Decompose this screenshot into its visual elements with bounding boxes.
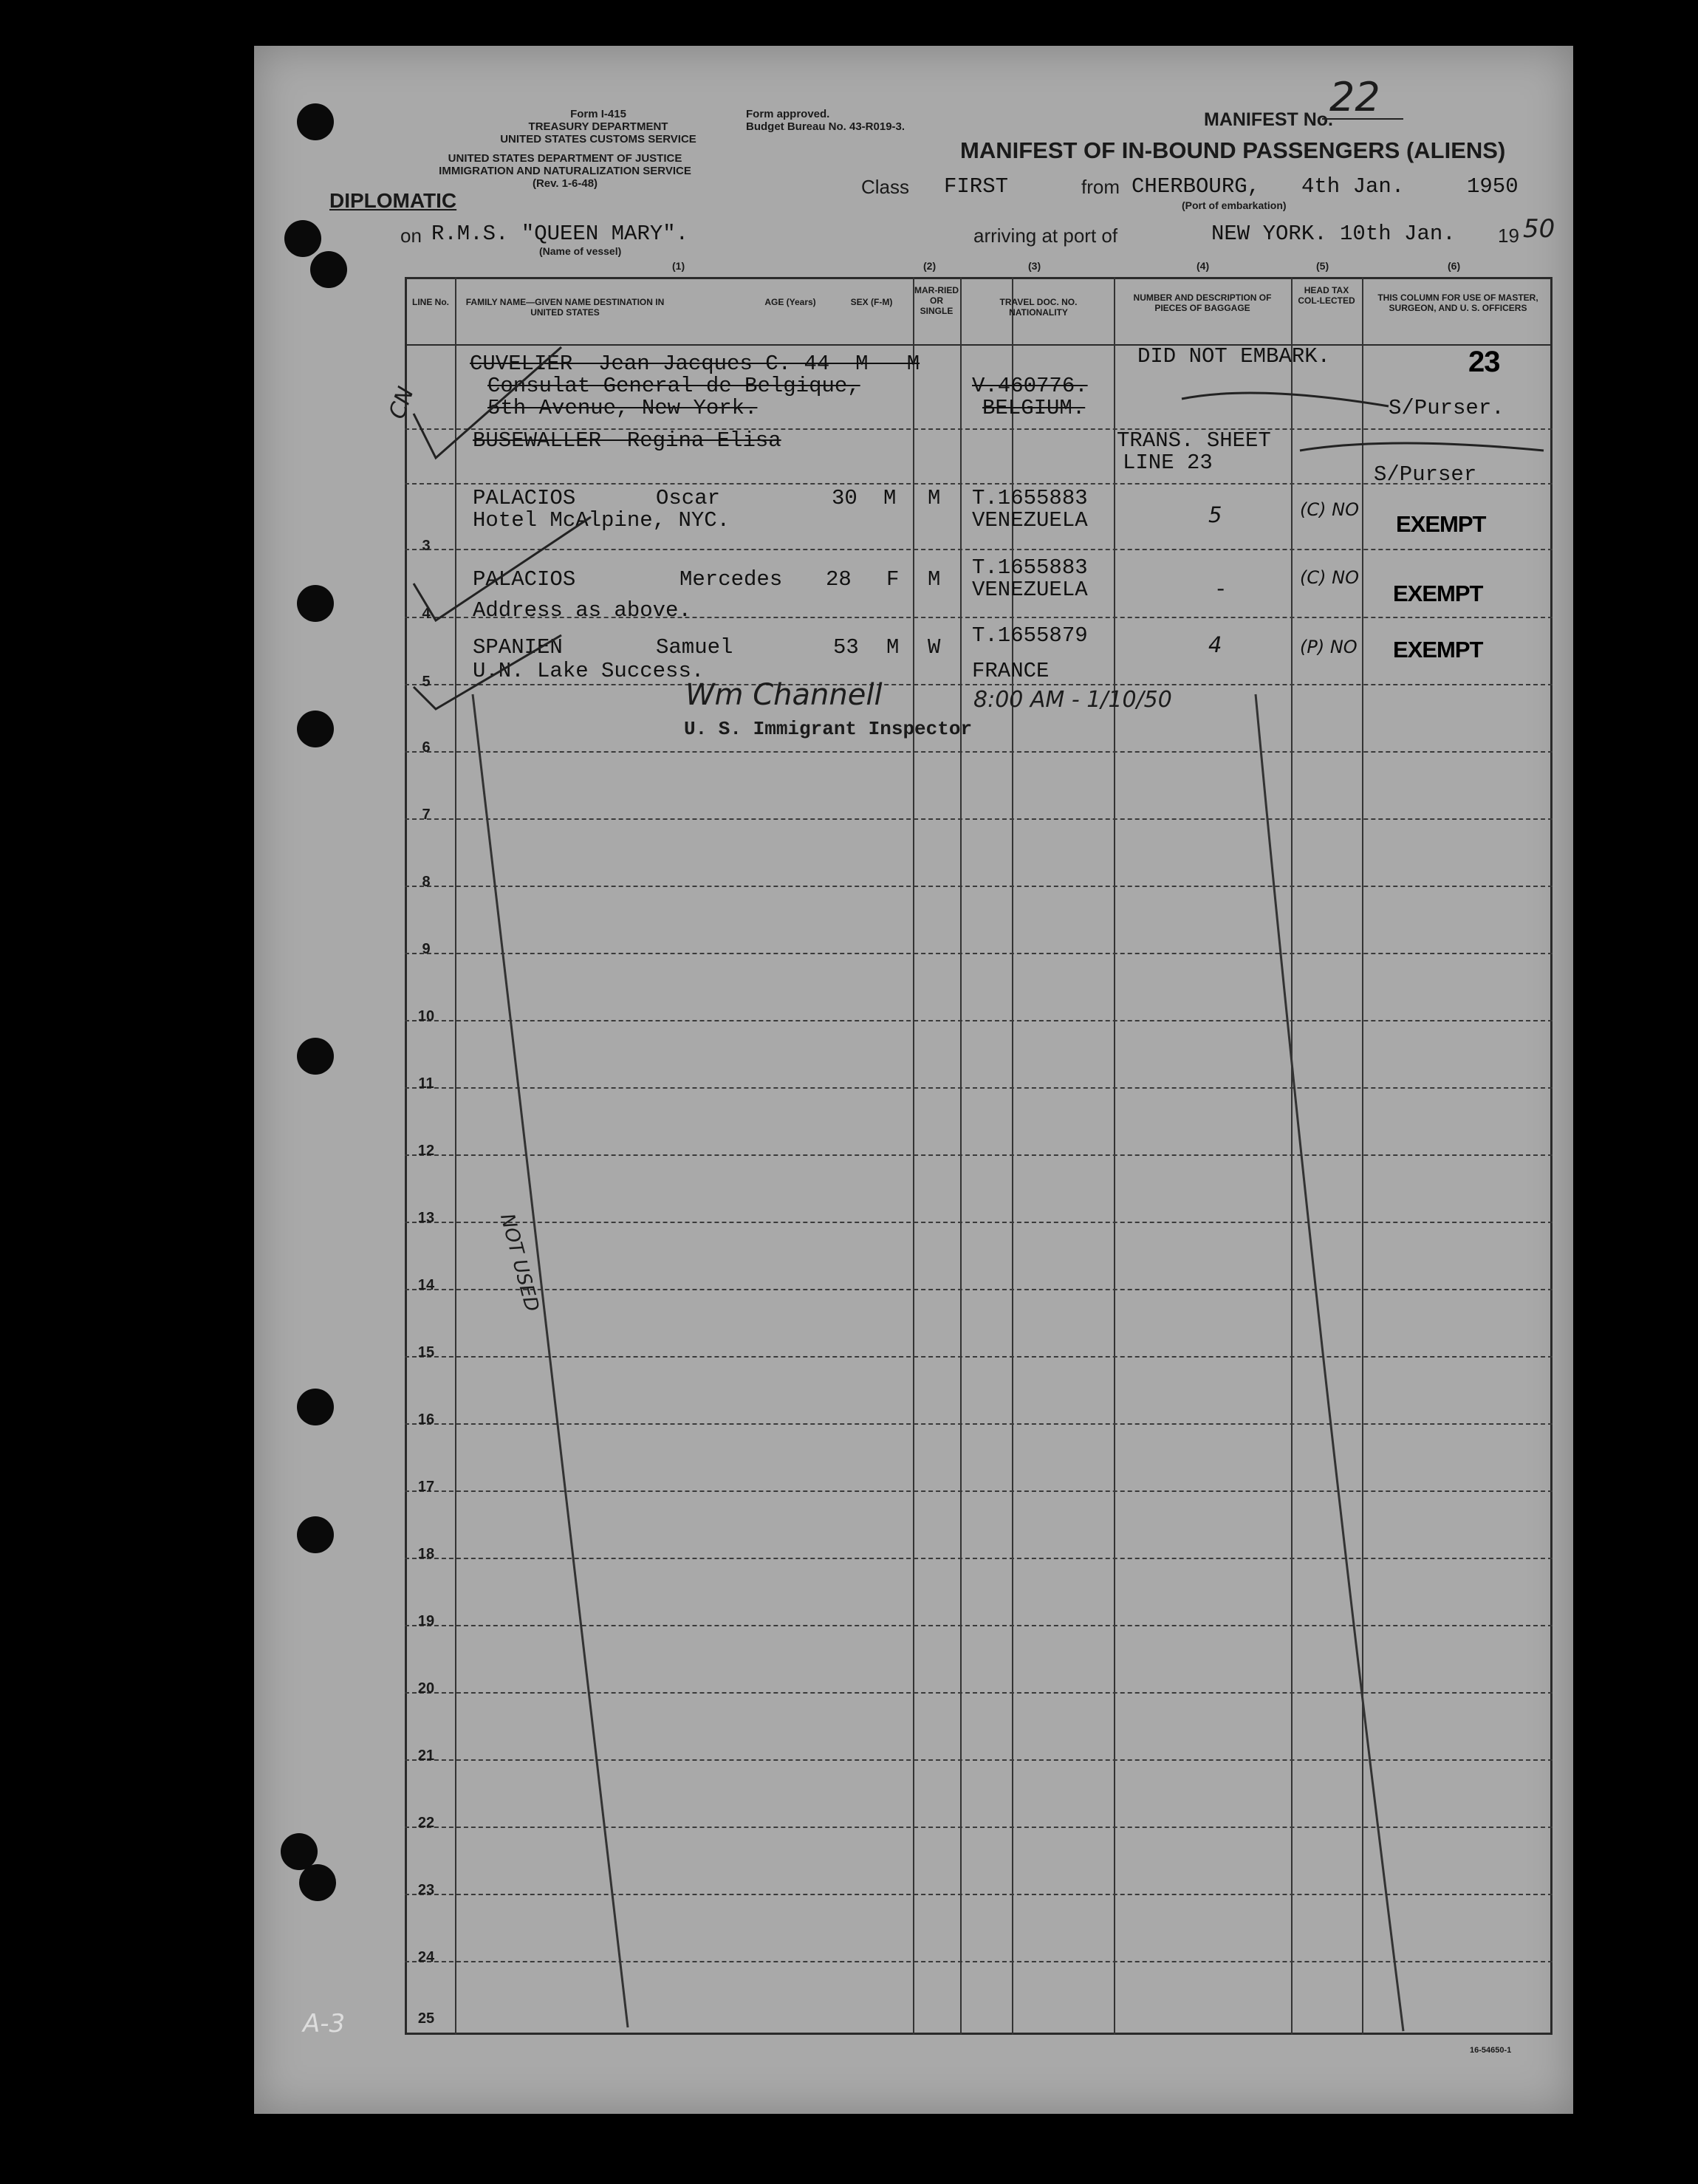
entry-5-given-name: Samuel: [656, 635, 733, 660]
row-number: 21: [417, 1747, 435, 1764]
row-number: 20: [417, 1680, 435, 1697]
entry-1-name: CUVELIER Jean Jacques C. 44 M M: [470, 352, 920, 376]
inspector-time: 8:00 AM - 1/10/50: [973, 687, 1172, 713]
check-mark: [414, 517, 591, 620]
revision-date: (Rev. 1-6-48): [532, 177, 598, 190]
cancel-line-right: [1256, 694, 1403, 2031]
page-title: MANIFEST OF IN-BOUND PASSENGERS (ALIENS): [960, 137, 1506, 163]
row-number: 25: [417, 2010, 435, 2027]
entry-1-doc: V.460776.: [972, 374, 1088, 398]
entry-4-head-tax: (C) NO: [1300, 567, 1359, 588]
row-number: 13: [417, 1210, 435, 1226]
entry-4-family-name: PALACIOS: [473, 567, 576, 592]
row-number: 22: [417, 1815, 435, 1831]
header-baggage: NUMBER AND DESCRIPTION OF PIECES OF BAGGAGE: [1133, 292, 1272, 313]
header-line-no: LINE No.: [412, 297, 449, 307]
entry-4-married: M: [928, 567, 941, 592]
not-used-note: NOT USED: [496, 1211, 544, 1315]
entry-1-status: DID NOT EMBARK.: [1137, 344, 1331, 369]
entry-3-exempt-stamp: EXEMPT: [1396, 511, 1486, 537]
from-label: from: [1081, 176, 1120, 198]
header-head-tax: HEAD TAX COL-LECTED: [1298, 285, 1355, 306]
entry-5-age: 53: [833, 635, 859, 660]
row-number: 16: [417, 1411, 435, 1428]
row-number: 5: [422, 674, 431, 690]
header-travel-doc: TRAVEL DOC. NO. NATIONALITY: [999, 297, 1078, 318]
row-number: 12: [417, 1143, 435, 1159]
purser-signature-1: [1182, 393, 1389, 406]
inspector-signature: Wm Channell: [685, 678, 883, 712]
port-embark-note: (Port of embarkation): [1182, 199, 1287, 211]
entry-4-baggage: -: [1214, 578, 1228, 602]
entry-5-nationality: FRANCE: [972, 659, 1050, 683]
entry-3-destination: Hotel McAlpine, NYC.: [473, 508, 730, 533]
entry-2-purser: S/Purser: [1374, 462, 1477, 487]
entry-4-doc: T.1655883: [972, 555, 1088, 580]
entry-4-age: 28: [826, 567, 852, 592]
cancel-line-left: [473, 694, 628, 2027]
entry-1-officer-mark: 23: [1468, 346, 1500, 378]
check-mark: [414, 635, 561, 709]
entry-3-doc: T.1655883: [972, 486, 1088, 510]
class-label: Class: [861, 176, 910, 198]
vessel-note: (Name of vessel): [539, 245, 622, 257]
approval-line: Form approved.: [746, 108, 830, 120]
row-number: 24: [417, 1949, 435, 1965]
entry-3-head-tax: (C) NO: [1300, 499, 1359, 520]
entry-3-family-name: PALACIOS: [473, 486, 576, 510]
row-number: 23: [417, 1882, 435, 1898]
purser-signature-2: [1300, 443, 1544, 451]
embarkation-year: 1950: [1467, 174, 1519, 199]
entry-4-exempt-stamp: EXEMPT: [1393, 581, 1483, 606]
entry-4-destination: Address as above.: [473, 598, 691, 623]
entry-5-baggage: 4: [1208, 632, 1222, 657]
entry-4-nationality: VENEZUELA: [972, 578, 1088, 602]
row-number: 3: [422, 538, 431, 554]
treasury-dept: TREASURY DEPARTMENT: [528, 120, 668, 133]
vessel-name: R.M.S. "QUEEN MARY".: [431, 222, 689, 246]
entry-3-baggage: 5: [1208, 502, 1222, 527]
budget-bureau: Budget Bureau No. 43-R019-3.: [746, 120, 906, 133]
entry-5-family-name: SPANIEN: [473, 635, 563, 660]
form-number: Form I-415: [570, 108, 626, 120]
arrival-port: NEW YORK. 10th Jan.: [1211, 222, 1456, 246]
entry-1-address: Consulat General de Belgique,: [487, 374, 860, 398]
entry-5-destination: U.N. Lake Success.: [473, 659, 705, 683]
entry-5-married: W: [928, 635, 941, 660]
embarkation-port: CHERBOURG,: [1132, 174, 1261, 199]
margin-note: CN: [384, 383, 420, 422]
column-number: (6): [1448, 260, 1461, 272]
entry-5-doc: T.1655879: [972, 623, 1088, 648]
customs-service: UNITED STATES CUSTOMS SERVICE: [500, 133, 696, 146]
diplomatic-label: DIPLOMATIC: [329, 189, 457, 212]
entry-5-exempt-stamp: EXEMPT: [1393, 637, 1483, 663]
entry-1-nationality: BELGIUM.: [982, 396, 1086, 420]
row-number: 11: [418, 1075, 434, 1092]
header-family-name: FAMILY NAME—GIVEN NAME DESTINATION IN UNITED STATES: [465, 297, 665, 318]
entry-2-trans-sheet: TRANS. SHEET: [1117, 428, 1271, 453]
class-value: FIRST: [944, 174, 1009, 199]
entry-2-line: LINE 23: [1123, 451, 1213, 475]
column-number: (4): [1197, 260, 1210, 272]
row-number: 4: [422, 606, 431, 622]
column-number: (5): [1316, 260, 1329, 272]
manifest-label: MANIFEST No.: [1204, 109, 1333, 130]
entry-2-name: BUSEWALLER Regina Elisa: [473, 428, 781, 453]
arrival-year-prefix: 19: [1498, 225, 1519, 247]
on-label: on: [400, 225, 422, 247]
row-number: 9: [422, 941, 431, 957]
row-number: 14: [417, 1277, 435, 1293]
form-code: 16-54650-1: [1470, 2046, 1512, 2055]
entry-3-married: M: [928, 486, 941, 510]
header-age: AGE (Years): [764, 297, 816, 307]
justice-dept: UNITED STATES DEPARTMENT OF JUSTICE: [448, 152, 682, 165]
row-number: 10: [417, 1008, 435, 1024]
row-number: 19: [417, 1613, 435, 1629]
entry-4-given-name: Mercedes: [679, 567, 783, 592]
immigration-service: IMMIGRATION AND NATURALIZATION SERVICE: [439, 165, 691, 177]
manifest-number: 22: [1329, 74, 1380, 120]
margin-note: A-3: [303, 2009, 346, 2038]
arriving-label: arriving at port of: [973, 225, 1118, 247]
row-number: 15: [417, 1344, 435, 1360]
entry-5-head-tax: (P) NO: [1300, 637, 1358, 657]
arrival-year-suffix: 50: [1523, 214, 1555, 244]
entry-4-sex: F: [886, 567, 900, 592]
entry-3-nationality: VENEZUELA: [972, 508, 1088, 533]
entry-3-given-name: Oscar: [656, 486, 721, 510]
row-number: 8: [422, 874, 431, 890]
entry-1-purser: S/Purser.: [1389, 396, 1504, 420]
embarkation-date: 4th Jan.: [1301, 174, 1405, 199]
column-number: (2): [923, 260, 937, 272]
row-number: 18: [417, 1546, 435, 1562]
entry-1-street: 5th Avenue, New York.: [487, 396, 758, 420]
row-number: 17: [417, 1479, 435, 1495]
header-married: MAR-RIED OR SINGLE: [914, 285, 959, 316]
header-officers: THIS COLUMN FOR USE OF MASTER, SURGEON, AND U. S. OFFICERS: [1377, 292, 1538, 313]
column-number: (3): [1028, 260, 1041, 272]
row-number: 6: [422, 739, 431, 756]
column-number: (1): [672, 260, 685, 272]
inspector-title: U. S. Immigrant Inspector: [684, 718, 973, 740]
row-number: 7: [422, 807, 431, 823]
entry-3-age: 30: [832, 486, 857, 510]
header-sex: SEX (F-M): [850, 297, 893, 307]
entry-3-sex: M: [883, 486, 897, 510]
entry-5-sex: M: [886, 635, 900, 660]
check-mark: [414, 347, 561, 458]
